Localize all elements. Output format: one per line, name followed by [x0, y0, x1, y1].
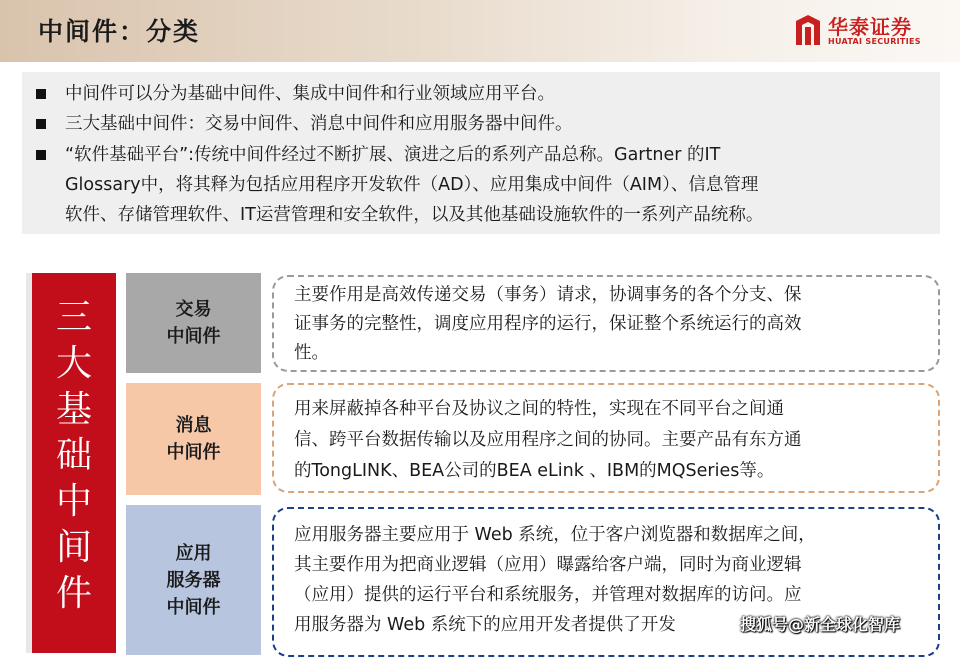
bullet-marker — [36, 89, 46, 99]
category-name-line: 中间件 — [166, 442, 221, 463]
description-line: 性。 — [294, 343, 329, 363]
description-line: 信、跨平台数据传输以及应用程序之间的协同。主要产品有东方通 — [294, 430, 802, 450]
huatai-logo — [793, 13, 943, 53]
intro-bullet-2: 三大基础中间件：交易中间件、消息中间件和应用服务器中间件。 — [65, 114, 573, 134]
logo-english-text: HUATAI SECURITIES — [828, 37, 921, 46]
description-line: 证事务的完整性，调度应用程序的运行，保证整个系统运行的高效 — [294, 314, 802, 334]
description-line: 主要作用是高效传递交易（事务）请求，协调事务的各个分支、保 — [294, 285, 802, 305]
page-title: 中间件：分类 — [38, 17, 201, 46]
category-name-line: 交易 — [175, 299, 212, 320]
category-transaction-middleware — [126, 273, 261, 373]
description-line: 应用服务器主要应用于 Web 系统，位于客户浏览器和数据库之间， — [294, 525, 816, 545]
side-label-char: 中 — [55, 481, 92, 522]
description-line: 用来屏蔽掉各种平台及协议之间的特性，实现在不同平台之间通 — [294, 399, 784, 419]
side-label-panel — [26, 273, 116, 653]
side-label-char: 大 — [55, 343, 92, 384]
category-name-line: 消息 — [175, 415, 212, 436]
intro-bullet-3-line-1: “软件基础平台”:传统中间件经过不断扩展、演进之后的系列产品总称。Gartner 的IT — [65, 145, 721, 165]
category-name-line: 中间件 — [166, 596, 221, 618]
intro-bullet-1: 中间件可以分为基础中间件、集成中间件和行业领域应用平台。 — [65, 84, 555, 104]
side-label-char: 础 — [55, 435, 92, 476]
intro-bullet-3-line-3: 软件、存储管理软件、IT运营管理和安全软件，以及其他基础设施软件的一系列产品统称。 — [65, 205, 764, 225]
description-transaction-middleware — [272, 275, 940, 372]
header-bar — [0, 0, 960, 62]
category-name-line: 应用 — [175, 542, 212, 564]
intro-box — [22, 72, 940, 234]
bullet-marker — [36, 150, 46, 160]
description-line: 其主要作用为把商业逻辑（应用）曝露给客户端，同时为商业逻辑 — [294, 555, 802, 575]
description-line: 用服务器为 Web 系统下的应用开发者提供了开发 — [294, 615, 676, 635]
watermark: 搜狐号@新全球化智库 — [740, 615, 901, 634]
category-name-line: 中间件 — [166, 326, 221, 347]
category-message-middleware — [126, 383, 261, 495]
bullet-marker — [36, 119, 46, 129]
logo-chinese-text: 华泰证券 — [828, 15, 912, 39]
description-line: （应用）提供的运行平台和系统服务，并管理对数据库的访问。应 — [294, 585, 802, 605]
description-message-middleware — [272, 383, 940, 493]
category-name-line: 服务器 — [166, 569, 221, 591]
huatai-logo-icon — [793, 13, 823, 47]
category-app-server-middleware — [126, 505, 261, 655]
description-line: 的TongLINK、BEA公司的BEA eLink 、IBM的MQSeries等。 — [294, 461, 775, 481]
side-label-char: 件 — [55, 573, 92, 614]
side-label-char: 三 — [55, 297, 92, 338]
side-label-char: 基 — [55, 389, 92, 430]
intro-bullet-3-line-2: Glossary中，将其释为包括应用程序开发软件（AD）、应用集成中间件（AIM）、信息管理 — [65, 175, 759, 195]
side-label-char: 间 — [55, 527, 92, 568]
